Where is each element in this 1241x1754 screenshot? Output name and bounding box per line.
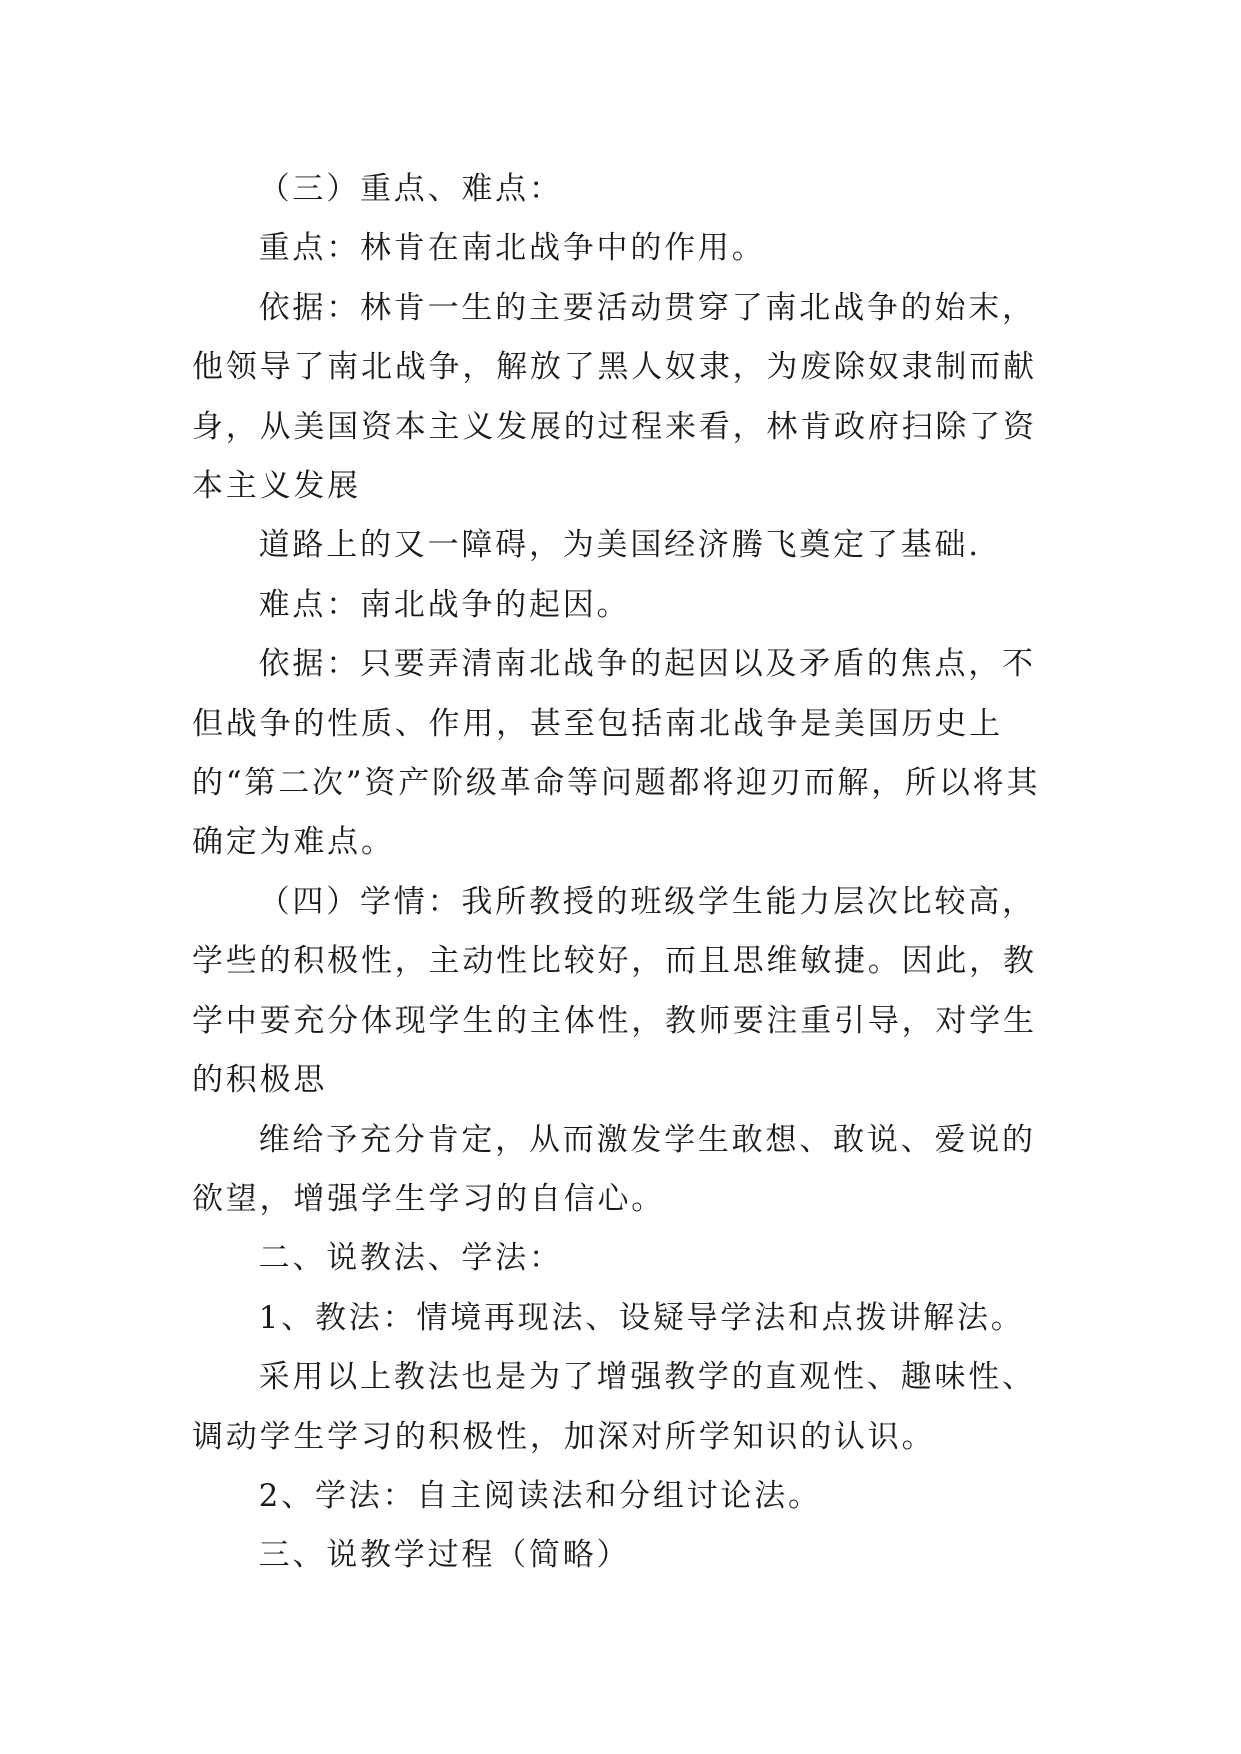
paragraph-key-point: 重点：林肯在南北战争中的作用。 <box>258 230 766 267</box>
paragraph-difficult-point-basis: 依据：只要弄清南北战争的起因以及矛盾的焦点，不但战争的性质、作用，甚至包括南北战争是美国历史上的“第二次”资产阶级革命等问题都将迎刃而解，所以将其确定为难点。 <box>192 646 1041 861</box>
paragraph-teaching-method-purpose: 采用以上教法也是为了增强教学的直观性、趣味性、调动学生学习的积极性，加深对所学知识的认识。 <box>192 1359 1036 1455</box>
document-body <box>192 160 1052 1586</box>
paragraph-key-point-basis-continued: 道路上的又一障碍，为美国经济腾飞奠定了基础. <box>258 527 981 564</box>
paragraph-learning-situation: （四）学情：我所教授的班级学生能力层次比较高，学些的积极性，主动性比较好，而且思维敏捷。因此，教学中要充分体现学生的主体性，教师要注重引导，对学生的积极思 <box>192 883 1037 1099</box>
paragraph-learning-method: 2、学法：自主阅读法和分组讨论法。 <box>258 1477 822 1514</box>
paragraph-difficult-point: 难点：南北战争的起因。 <box>258 586 631 623</box>
paragraph-learning-situation-continued: 维给予充分肯定，从而激发学生敢想、敢说、爱说的欲望，增强学生学习的自信心。 <box>192 1121 1036 1217</box>
paragraph-teaching-process-heading: 三、说教学过程（简略） <box>258 1537 631 1574</box>
paragraph-teaching-methods-heading: 二、说教法、学法： <box>258 1240 563 1277</box>
paragraph-teaching-method: 1、教法：情境再现法、设疑导学法和点拨讲解法。 <box>258 1299 1025 1336</box>
paragraph-key-point-basis: 依据：林肯一生的主要活动贯穿了南北战争的始末，他领导了南北战争，解放了黑人奴隶，为废除奴隶制而献身，从美国资本主义发展的过程来看，林肯政府扫除了资本主义发展 <box>192 289 1037 505</box>
paragraph-key-difficult-points-heading: （三）重点、难点： <box>258 171 563 207</box>
